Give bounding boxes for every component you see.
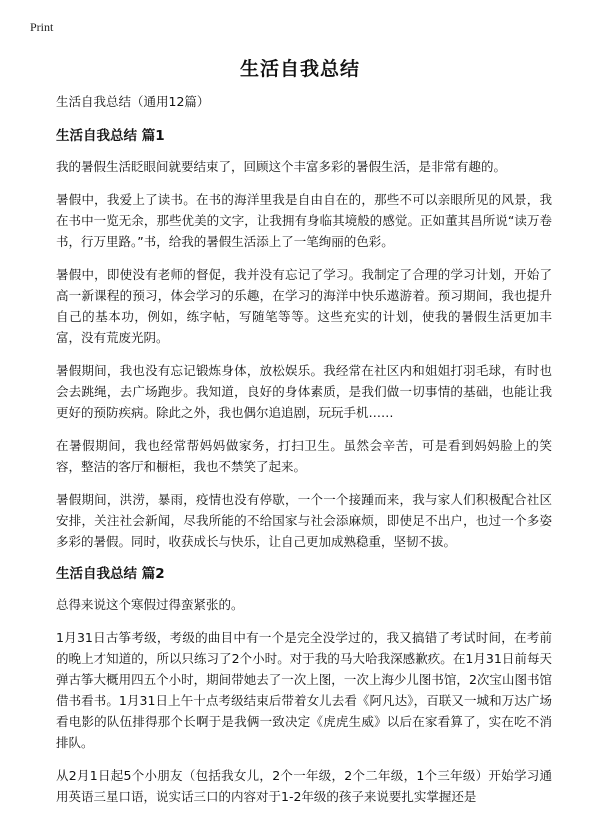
print-label[interactable]: Print [30,20,54,34]
paragraph: 总得来说这个寒假过得蛮紧张的。 [56,597,244,612]
section-1 [56,126,552,552]
paragraph: 1月31日古筝考级，考级的曲目中有一个是完全没学过的，我又搞错了考试时间，在考前的晚上才知道的，所以只练习了2个小时。对于我的马大哈我深感歉疚。在1月31日前每天弹古筝大概用四五个小时，期间带她去了一次上图，一次上海少儿图书馆，2次宝山图书馆借书看书。1月31日上午十点考级结束后带着女儿去看《阿凡达》，百联又一城和万达广场看电影的队伍排得那个长啊于是我俩一致决定《虎虎生威》以后在家看算了，实在吃不消排队。 [56,630,552,750]
paragraph: 暑假期间，洪涝，暴雨，疫情也没有停歇，一个一个接踵而来，我与家人们积极配合社区安排，关注社会新闻，尽我所能的不给国家与社会添麻烦，即使足不出户，也过一个多姿多彩的暑假。同时，收获成长与快乐，让自己更加成熟稳重，坚韧不拔。 [56,492,552,549]
paragraph: 暑假中，我爱上了读书。在书的海洋里我是自由自在的，那些不可以亲眼所见的风景，我在书中一览无余，那些优美的文字，让我拥有身临其境般的感觉。正如董其昌所说“读万卷书，行万里路。”书，给我的暑假生活添上了一笔绚丽的色彩。 [56,192,552,249]
paragraph: 从2月1日起5个小朋友（包括我女儿，2个一年级，2个二年级，1个三年级）开始学习通用英语三星口语，说实话三口的内容对于1-2年级的孩子来说要扎实掌握还是 [56,768,552,804]
paragraph: 暑假中，即使没有老师的督促，我并没有忘记了学习。我制定了合理的学习计划，开始了高一新课程的预习，体会学习的乐趣，在学习的海洋中快乐遨游着。预习期间，我也提升自己的基本功，例如，练字帖，写随笔等等。这些充实的计划，使我的暑假生活更加丰富，没有荒废光阴。 [56,267,552,345]
paragraph: 暑假期间，我也没有忘记锻炼身体，放松娱乐。我经常在社区内和姐姐打羽毛球，有时也会去跳绳，去广场跑步。我知道，良好的身体素质，是我们做一切事情的基础，也能让我更好的预防疾病。除此之外，我也偶尔追追剧，玩玩手机…… [56,363,552,420]
document-subtitle: 生活自我总结（通用12篇） [56,94,210,109]
section-2 [56,564,552,807]
page-title: 生活自我总结 [239,58,360,80]
section-heading: 生活自我总结 篇2 [56,566,165,582]
paragraph: 我的暑假生活眨眼间就要结束了，回顾这个丰富多彩的暑假生活，是非常有趣的。 [56,159,507,174]
paragraph: 在暑假期间，我也经常帮妈妈做家务，打扫卫生。虽然会辛苦，可是看到妈妈脸上的笑容，整洁的客厅和橱柜，我也不禁笑了起来。 [56,438,552,474]
section-heading: 生活自我总结 篇1 [56,128,165,144]
document-body [56,92,552,819]
